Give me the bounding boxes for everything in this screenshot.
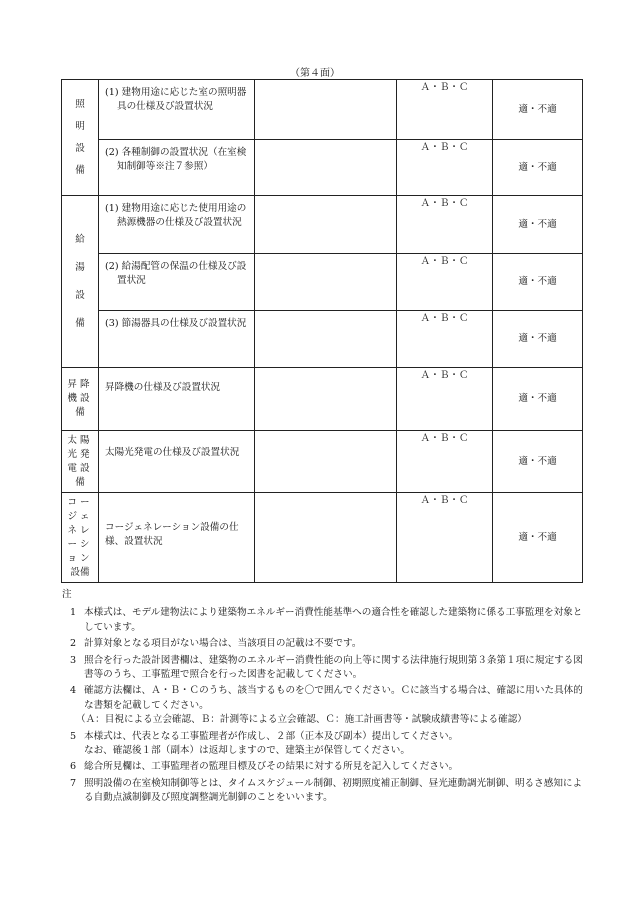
table-row bbox=[62, 431, 583, 493]
table-row bbox=[62, 254, 583, 311]
design-document-cell[interactable] bbox=[255, 196, 397, 254]
judgement-cell[interactable]: 適・不適 bbox=[493, 493, 583, 583]
design-document-cell[interactable] bbox=[255, 311, 397, 368]
method-cell[interactable]: Ａ・Ｂ・Ｃ bbox=[397, 80, 493, 140]
note-item: 1 本様式は、モデル建物法により建築物エネルギー消費性能基準への適合性を確認した建築物に係る工事監理を対象としています。 bbox=[70, 607, 583, 633]
design-document-cell[interactable] bbox=[255, 493, 397, 583]
judgement-cell[interactable]: 適・不適 bbox=[493, 431, 583, 493]
notes-heading: 注 bbox=[62, 589, 72, 600]
design-document-cell[interactable] bbox=[255, 80, 397, 140]
judgement-cell[interactable]: 適・不適 bbox=[493, 311, 583, 368]
note-item: 3 照合を行った設計図書欄は、建築物のエネルギー消費性能の向上等に関する法律施行規則第３条第１項に規定する図書等のうち、工事監理で照合を行った図書を記載してください。 bbox=[70, 654, 583, 681]
method-cell[interactable]: Ａ・Ｂ・Ｃ bbox=[397, 140, 493, 196]
notes-section bbox=[62, 588, 584, 808]
note-sub: なお、確認後１部（副本）は返却しますので、建築主が保管してください。 bbox=[84, 745, 410, 757]
category-elevator: 昇降 機設 備 bbox=[62, 368, 99, 431]
judgement-cell[interactable]: 適・不適 bbox=[493, 196, 583, 254]
table-row bbox=[62, 80, 583, 140]
category-cogeneration: コー ジェ ネレ ーシ ョン 設備 bbox=[62, 493, 99, 583]
check-item: コージェネレーション設備の仕様、設置状況 bbox=[99, 493, 255, 583]
check-item: (1) 建物用途に応じた室の照明器具の仕様及び設置状況 bbox=[99, 80, 255, 140]
table-row bbox=[62, 196, 583, 254]
design-document-cell[interactable] bbox=[255, 431, 397, 493]
inspection-table bbox=[61, 79, 583, 583]
table-row bbox=[62, 368, 583, 431]
page-label: （第４面） bbox=[290, 68, 340, 79]
category-hot-water: 給 湯 設 備 bbox=[62, 196, 99, 368]
method-cell[interactable]: Ａ・Ｂ・Ｃ bbox=[397, 311, 493, 368]
design-document-cell[interactable] bbox=[255, 140, 397, 196]
note-item: 5 本様式は、代表となる工事監理者が作成し、２部（正本及び副本）提出してください。 bbox=[70, 730, 459, 742]
check-item: (3) 節湯器具の仕様及び設置状況 bbox=[99, 311, 255, 368]
note-sub: （Ａ：目視による立会確認、Ｂ：計測等による立会確認、Ｃ：施工計画書等・試験成績書等による確認） bbox=[76, 714, 527, 726]
method-cell[interactable]: Ａ・Ｂ・Ｃ bbox=[397, 431, 493, 493]
category-lighting: 照 明 設 備 bbox=[62, 80, 99, 196]
design-document-cell[interactable] bbox=[255, 254, 397, 311]
category-solar: 太陽 光発 電設 備 bbox=[62, 431, 99, 493]
check-item: 太陽光発電の仕様及び設置状況 bbox=[99, 431, 255, 493]
method-cell[interactable]: Ａ・Ｂ・Ｃ bbox=[397, 368, 493, 431]
check-item: (2) 各種制御の設置状況（在室検知制御等※注７参照） bbox=[99, 140, 255, 196]
note-item: 2 計算対象となる項目がない場合は、当該項目の記載は不要です。 bbox=[70, 638, 362, 650]
judgement-cell[interactable]: 適・不適 bbox=[493, 140, 583, 196]
judgement-cell[interactable]: 適・不適 bbox=[493, 254, 583, 311]
check-item: (2) 給湯配管の保温の仕様及び設置状況 bbox=[99, 254, 255, 311]
check-item: 昇降機の仕様及び設置状況 bbox=[99, 368, 255, 431]
table-row bbox=[62, 493, 583, 583]
method-cell[interactable]: Ａ・Ｂ・Ｃ bbox=[397, 196, 493, 254]
check-item: (1) 建物用途に応じた使用用途の熱源機器の仕様及び設置状況 bbox=[99, 196, 255, 254]
note-item: 4 確認方法欄は、Ａ・Ｂ・Ｃのうち、該当するものを〇で囲んでください。Ｃに該当する場合は、確認に用いた具体的な書類を記載してください。 bbox=[70, 685, 583, 711]
note-item: 7 照明設備の在室検知制御等とは、タイムスケジュール制御、初期照度補正制御、昼光連動調光制御、明るさ感知による自動点滅制御及び照度調整調光制御のことをいいます。 bbox=[70, 777, 583, 804]
method-cell[interactable]: Ａ・Ｂ・Ｃ bbox=[397, 254, 493, 311]
note-item: 6 総合所見欄は、工事監理者の監理目標及びその結果に対する所見を記入してください。 bbox=[70, 761, 459, 773]
judgement-cell[interactable]: 適・不適 bbox=[493, 368, 583, 431]
table-row bbox=[62, 311, 583, 368]
table-row bbox=[62, 140, 583, 196]
judgement-cell[interactable]: 適・不適 bbox=[493, 80, 583, 140]
design-document-cell[interactable] bbox=[255, 368, 397, 431]
method-cell[interactable]: Ａ・Ｂ・Ｃ bbox=[397, 493, 493, 583]
